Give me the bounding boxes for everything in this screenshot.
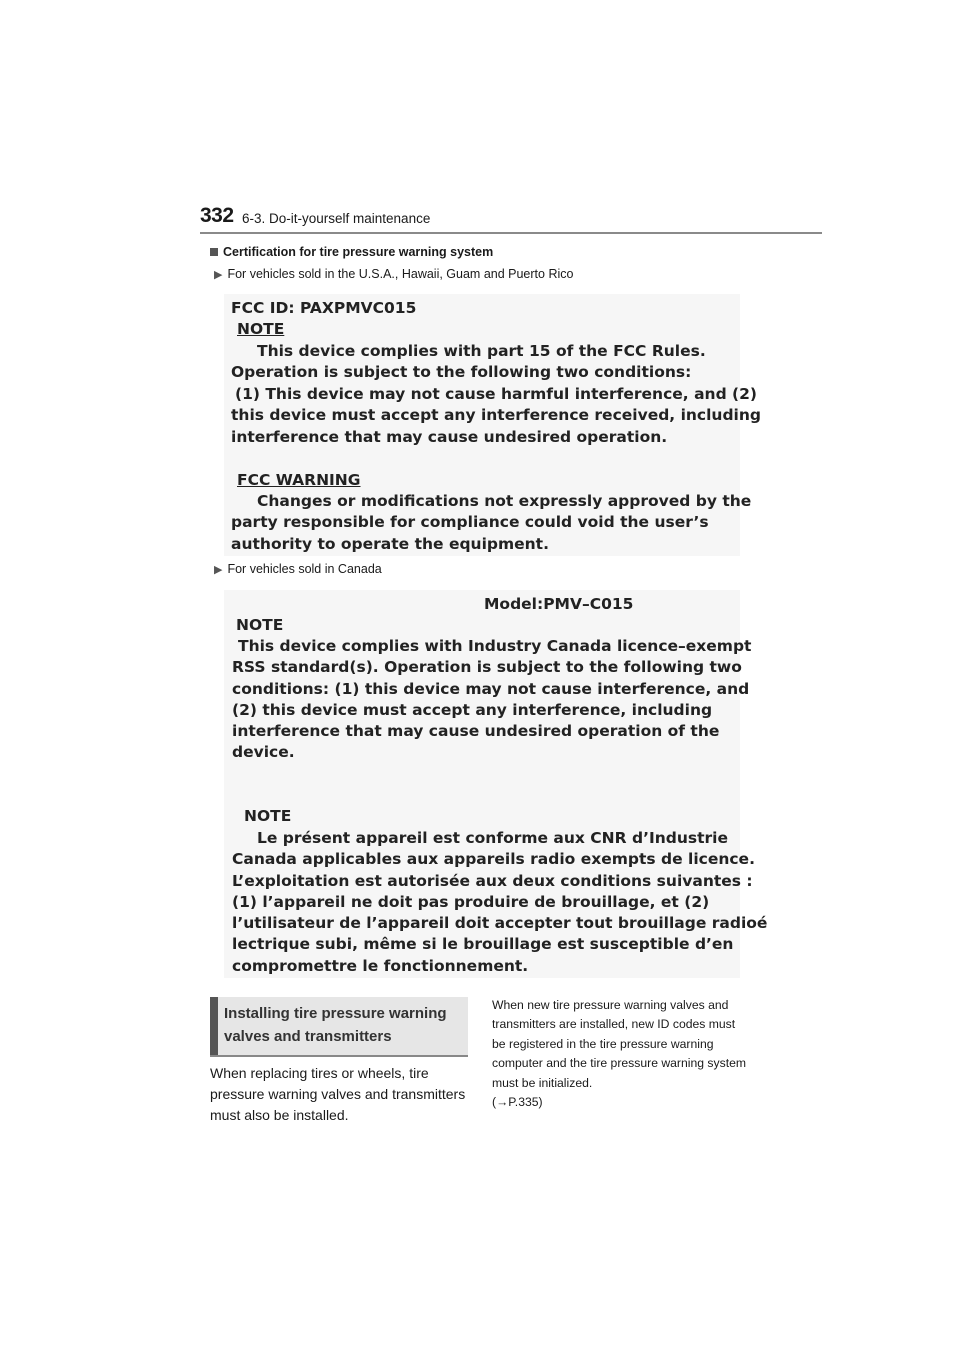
fcc-warning-title: FCC WARNING <box>237 471 361 489</box>
installing-heading: Installing tire pressure warning valves and transmitters <box>224 1005 447 1045</box>
installing-heading-box <box>210 997 468 1057</box>
ic-note-fr-line: compromettre le fonctionnement. <box>232 957 529 975</box>
page-number: 332 <box>200 204 234 227</box>
fcc-note-line: Operation is subject to the following two conditions: <box>231 363 692 381</box>
ic-note-fr-line: lectrique subi, même si le brouillage est susceptible d’en <box>232 935 734 953</box>
ic-note-fr-line: Canada applicables aux appareils radio exempts de licence. <box>232 850 755 868</box>
fcc-warning-line: Changes or modifications not expressly approved by the <box>257 492 752 510</box>
ic-note-en-line: device. <box>232 743 295 761</box>
fcc-label-panel <box>224 294 762 556</box>
triangle-right-icon: ▶ <box>214 269 223 281</box>
square-bullet-icon <box>210 248 218 256</box>
usa-bullet-text: For vehicles sold in the U.S.A., Hawaii, Guam and Puerto Rico <box>227 267 574 281</box>
page-reference-number: P.335 <box>508 1095 539 1110</box>
ic-note-en-line: conditions: (1) this device may not cause interference, and <box>232 680 750 698</box>
fcc-note-line: (1) This device may not cause harmful interference, and (2) <box>235 385 758 403</box>
certification-subhead <box>210 245 493 259</box>
fcc-warning-line: authority to operate the equipment. <box>231 535 549 553</box>
fcc-note-line: This device complies with part 15 of the FCC Rules. <box>257 342 706 360</box>
fcc-note-title: NOTE <box>237 320 285 338</box>
installing-body-right <box>492 996 748 1112</box>
usa-bullet <box>214 267 573 281</box>
canada-bullet <box>214 562 382 576</box>
ic-note-fr-line: (1) l’appareil ne doit pas produire de brouillage, et (2) <box>232 893 710 911</box>
ic-note-fr-line: Le présent appareil est conforme aux CNR d’Industrie <box>257 829 729 847</box>
certification-subhead-text: Certification for tire pressure warning system <box>223 245 494 259</box>
ic-note-en-title: NOTE <box>236 616 284 634</box>
canada-bullet-text: For vehicles sold in Canada <box>227 562 382 576</box>
fcc-id: FCC ID: PAXPMVC015 <box>231 299 417 317</box>
arrow-right-icon: → <box>496 1095 509 1110</box>
ic-note-en-line: This device complies with Industry Canada licence–exempt <box>238 637 752 655</box>
ic-note-fr-line: l’utilisateur de l’appareil doit accepter tout brouillage radioé <box>232 914 768 932</box>
section-title: 6-3. Do-it-yourself maintenance <box>242 211 431 226</box>
ic-note-fr-line: L’exploitation est autorisée aux deux conditions suivantes : <box>232 872 753 890</box>
ic-note-en-line: (2) this device must accept any interference, including <box>232 701 713 719</box>
triangle-right-icon: ▶ <box>214 564 223 576</box>
ic-model: Model:PMV–C015 <box>484 595 634 613</box>
installing-body-right-text: When new tire pressure warning valves and transmitters are installed, new ID codes must be registered in the tire pressure warning computer and the tire pressure warning system must be initialized. <box>492 998 747 1090</box>
ic-label-panel <box>224 590 768 978</box>
ic-note-en-line: RSS standard(s). Operation is subject to the following two <box>232 658 742 676</box>
fcc-note-line: interference that may cause undesired operation. <box>231 428 668 446</box>
ic-note-fr-title: NOTE <box>244 807 292 825</box>
fcc-note-line: this device must accept any interference received, including <box>231 406 762 424</box>
ic-note-en-line: interference that may cause undesired operation of the <box>232 722 720 740</box>
heading-accent-bar <box>210 997 218 1055</box>
page-reference[interactable]: (→P.335) <box>492 1095 543 1110</box>
header-rule <box>200 232 822 234</box>
fcc-warning-line: party responsible for compliance could void the user’s <box>231 513 709 531</box>
installing-body-left: When replacing tires or wheels, tire pressure warning valves and transmitters must also be installed. <box>210 1065 466 1123</box>
